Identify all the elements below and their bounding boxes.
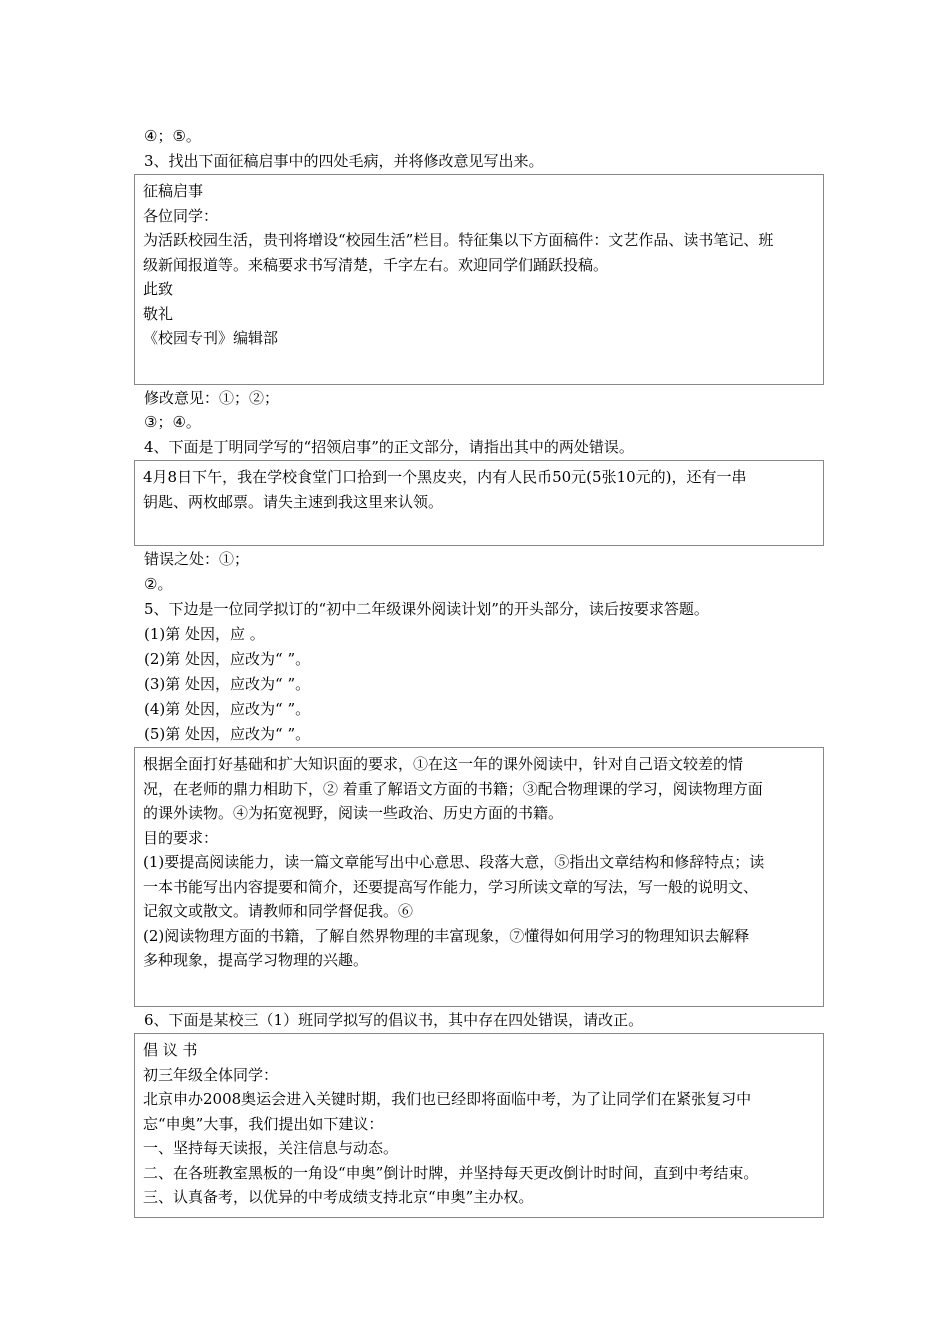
q5-plan-line-6: 一本书能写出内容提要和简介，还要提高写作能力，学习所读文章的写法，写一般的说明文、 [143, 877, 759, 896]
q5-plan-line-3: 的课外读物。④为拓宽视野，阅读一些政治、历史方面的书籍。 [143, 804, 564, 822]
q6-proposal-title: 倡 议 书 [143, 1041, 198, 1059]
q2-answer-tail: ④；⑤。 [144, 127, 201, 145]
q5-item-1: (1)第 处因，应 。 [144, 625, 265, 643]
q5-item-2: (2)第 处因，应改为“ ”。 [144, 650, 311, 668]
q4-answer-line-1: 错误之处：①； [144, 550, 250, 568]
q5-plan-line-7: 记叙文或散文。请教师和同学督促我。⑥ [143, 902, 414, 920]
q6-question: 6、下面是某校三（1）班同学拟写的倡议书，其中存在四处错误，请改正。 [144, 1011, 644, 1029]
q5-item-5: (5)第 处因，应改为“ ”。 [144, 725, 311, 743]
q3-notice-title: 征稿启事 [143, 182, 204, 200]
q6-proposal-box [134, 1033, 824, 1218]
q5-plan-line-5: (1)要提高阅读能力，读一篇文章能写出中心意思、段落大意，⑤指出文章结构和修辞特点；读 [143, 853, 765, 871]
q6-proposal-line-7: 三、认真备考，以优异的中考成绩支持北京“申奥”主办权。 [143, 1188, 534, 1206]
q4-answer-line-2: ②。 [144, 575, 173, 593]
q4-notice-line-2: 钥匙、两枚邮票。请失主速到我这里来认领。 [143, 492, 444, 511]
q5-item-3: (3)第 处因，应改为“ ”。 [144, 675, 311, 693]
q3-question: 3、找出下面征稿启事中的四处毛病，并将修改意见写出来。 [144, 152, 544, 170]
q5-plan-box [134, 747, 824, 1007]
q3-answer-line-2: ③；④。 [144, 413, 201, 431]
q3-notice-body-1: 为活跃校园生活，贵刊将增设“校园生活”栏目。特征集以下方面稿件：文艺作品、读书笔记、班 [143, 231, 774, 249]
q3-notice-closing-1: 此致 [143, 280, 174, 298]
q6-proposal-greeting: 初三年级全体同学： [143, 1065, 279, 1084]
q3-answer-line-1: 修改意见：①；②； [144, 389, 280, 407]
q5-plan-line-1: 根据全面打好基础和扩大知识面的要求，①在这一年的课外阅读中，针对自己语文较差的情 [143, 755, 744, 773]
q3-notice-body-2: 级新闻报道等。来稿要求书写清楚，千字左右。欢迎同学们踊跃投稿。 [143, 255, 609, 274]
q5-question: 5、下边是一位同学拟订的“初中二年级课外阅读计划”的开头部分，读后按要求答题。 [144, 600, 709, 618]
q4-question: 4、下面是丁明同学写的“招领启事”的正文部分，请指出其中的两处错误。 [144, 438, 634, 456]
q3-notice-box [134, 174, 824, 385]
q3-notice-closing-2: 敬礼 [143, 304, 174, 323]
q5-plan-line-2: 况，在老师的鼎力相助下，② 着重了解语文方面的书籍；③配合物理课的学习，阅读物理方面 [143, 779, 763, 798]
q5-plan-line-4: 目的要求： [143, 828, 219, 847]
q5-plan-line-8: (2)阅读物理方面的书籍，了解自然界物理的丰富现象，⑦懂得如何用学习的物理知识去解释 [143, 926, 750, 945]
q6-proposal-line-4: 忘“申奥”大事，我们提出如下建议： [143, 1114, 384, 1133]
q3-notice-signature: 《校园专刊》编辑部 [143, 329, 279, 347]
q4-notice-box [134, 460, 824, 546]
q6-proposal-line-6: 二、在各班教室黑板的一角设“申奥”倒计时牌，并坚持每天更改倒计时时间，直到中考结束。 [143, 1163, 759, 1182]
q6-proposal-line-5: 一、坚持每天读报，关注信息与动态。 [143, 1139, 399, 1157]
q5-item-4: (4)第 处因，应改为“ ”。 [144, 700, 311, 718]
q3-notice-greeting: 各位同学： [143, 206, 219, 225]
q6-proposal-line-3: 北京申办2008奥运会进入关键时期，我们也已经即将面临中考，为了让同学们在紧张复习中 [143, 1090, 752, 1108]
q4-notice-line-1: 4月8日下午，我在学校食堂门口拾到一个黑皮夹，内有人民币50元(5张10元的)，还有一串 [143, 468, 747, 486]
q5-plan-line-9: 多种现象，提高学习物理的兴趣。 [143, 951, 369, 969]
